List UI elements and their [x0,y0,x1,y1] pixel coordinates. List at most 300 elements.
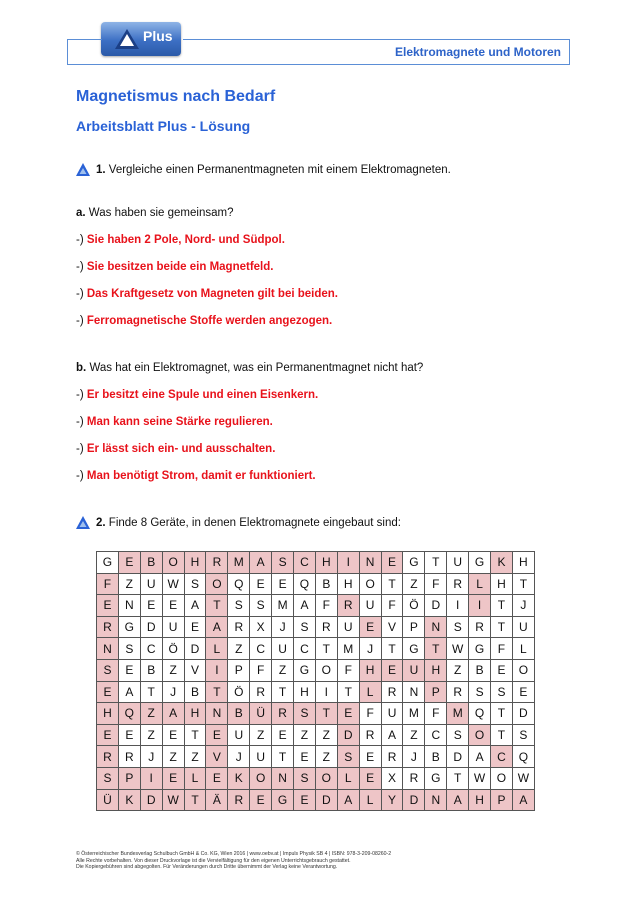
grid-cell: J [512,595,534,617]
grid-row [97,616,535,638]
grid-cell: Q [118,703,140,725]
answer-item [76,288,338,300]
grid-cell: G [97,552,119,574]
answer-item [76,234,285,246]
grid-cell: D [403,789,425,811]
grid-row [97,703,535,725]
grid-cell: J [228,746,250,768]
grid-cell: Ö [162,638,184,660]
grid-cell: G [272,789,294,811]
grid-cell: I [337,552,359,574]
grid-cell: Z [272,659,294,681]
grid-cell: K [491,552,513,574]
grid-cell: M [403,703,425,725]
grid-cell: S [97,767,119,789]
answer-item [76,443,275,455]
task2-text: Finde 8 Geräte, in denen Elektromagnete eingebaut sind: [108,517,401,529]
grid-cell: Z [294,724,316,746]
answer-bullet: -) [76,288,84,300]
grid-cell: G [118,616,140,638]
grid-cell: G [403,638,425,660]
grid-cell: W [447,638,469,660]
grid-cell: A [337,789,359,811]
grid-row [97,595,535,617]
answer-item [76,470,316,482]
grid-row [97,681,535,703]
grid-cell: J [162,681,184,703]
grid-cell: R [272,703,294,725]
grid-cell: H [491,573,513,595]
grid-cell: F [381,595,403,617]
grid-cell: S [184,573,206,595]
answer-item [76,261,273,273]
grid-cell: T [447,767,469,789]
grid-cell: N [97,638,119,660]
grid-cell: U [250,746,272,768]
grid-cell: F [425,703,447,725]
grid-cell: X [381,767,403,789]
task1a-text: Was haben sie gemeinsam? [88,207,234,219]
grid-cell: W [469,767,491,789]
grid-cell: C [140,638,162,660]
grid-cell: B [315,573,337,595]
grid-cell: E [381,552,403,574]
grid-cell: F [315,595,337,617]
grid-cell: E [512,681,534,703]
grid-cell: L [469,573,491,595]
grid-cell: Z [447,659,469,681]
grid-cell: U [272,638,294,660]
answer-text: Man benötigt Strom, damit er funktioniert. [86,470,316,482]
task1a-question [76,207,233,219]
grid-cell: R [359,724,381,746]
grid-cell: Q [294,573,316,595]
grid-cell: N [403,681,425,703]
logo-text: Plus [143,28,173,44]
grid-cell: T [315,638,337,660]
grid-cell: B [228,703,250,725]
grid-cell: C [294,552,316,574]
grid-cell: Z [315,724,337,746]
grid-cell: G [294,659,316,681]
grid-cell: S [337,746,359,768]
grid-cell: E [294,746,316,768]
grid-cell: Z [228,638,250,660]
task1-number: 1. [96,164,106,176]
grid-cell: T [206,595,228,617]
grid-cell: E [118,552,140,574]
grid-cell: S [228,595,250,617]
grid-cell: T [381,638,403,660]
grid-cell: E [272,573,294,595]
grid-cell: E [97,595,119,617]
grid-cell: E [162,724,184,746]
grid-cell: R [206,552,228,574]
grid-cell: A [250,552,272,574]
grid-cell: R [315,616,337,638]
task1b-text: Was hat ein Elektromagnet, was ein Permanentmagnet nicht hat? [89,362,424,374]
grid-cell: T [512,573,534,595]
grid-cell: R [250,681,272,703]
grid-cell: S [294,616,316,638]
grid-cell: H [337,573,359,595]
grid-cell: Z [250,724,272,746]
grid-cell: Y [381,789,403,811]
grid-cell: F [359,703,381,725]
grid-cell: V [184,659,206,681]
grid-cell: U [403,659,425,681]
grid-cell: L [359,681,381,703]
grid-row [97,552,535,574]
grid-cell: E [359,616,381,638]
grid-cell: R [337,595,359,617]
grid-cell: B [425,746,447,768]
grid-cell: T [140,681,162,703]
grid-cell: U [447,552,469,574]
grid-cell: E [118,724,140,746]
grid-cell: Z [140,724,162,746]
answer-item [76,389,318,401]
answer-bullet: -) [76,234,84,246]
grid-cell: D [512,703,534,725]
grid-cell: H [359,659,381,681]
grid-cell: M [228,552,250,574]
grid-cell: H [315,552,337,574]
grid-cell: E [162,767,184,789]
answer-text: Er lässt sich ein- und ausschalten. [86,443,276,455]
grid-cell: P [425,681,447,703]
grid-cell: P [491,789,513,811]
grid-cell: T [315,703,337,725]
grid-cell: M [447,703,469,725]
grid-row [97,746,535,768]
grid-cell: U [337,616,359,638]
grid-cell: H [469,789,491,811]
grid-cell: T [491,616,513,638]
grid-cell: L [184,767,206,789]
grid-cell: T [337,681,359,703]
grid-cell: E [491,659,513,681]
grid-cell: Ä [206,789,228,811]
grid-cell: G [403,552,425,574]
grid-cell: T [491,724,513,746]
grid-cell: P [228,659,250,681]
grid-cell: U [381,703,403,725]
grid-row [97,638,535,660]
task1b-question [76,362,423,374]
grid-cell: S [118,638,140,660]
answer-text: Sie besitzen beide ein Magnetfeld. [86,261,274,273]
grid-cell: R [118,746,140,768]
grid-cell: E [140,595,162,617]
grid-cell: M [337,638,359,660]
word-search-grid [96,551,535,811]
answer-text: Das Kraftgesetz von Magneten gilt bei beiden. [86,288,338,300]
grid-cell: Z [140,703,162,725]
grid-cell: H [512,552,534,574]
grid-cell: C [250,638,272,660]
grid-cell: L [337,767,359,789]
answer-item [76,416,273,428]
grid-cell: N [272,767,294,789]
grid-cell: K [118,789,140,811]
grid-cell: D [184,638,206,660]
grid-cell: S [491,681,513,703]
answer-text: Er besitzt eine Spule und einen Eisenkern. [86,389,319,401]
header-bar [67,39,570,65]
grid-cell: K [228,767,250,789]
grid-cell: R [447,573,469,595]
grid-cell: R [469,616,491,638]
grid-cell: Z [403,573,425,595]
grid-cell: Ö [403,595,425,617]
header-title: Elektromagnete und Motoren [394,45,561,59]
grid-cell: E [250,573,272,595]
footer-line: Alle Rechte vorbehalten. Von dieser Druckvorlage ist die Vervielfältigung für den eigenen Unterrichtsgebrauch gestattet. [76,857,351,864]
grid-cell: Q [228,573,250,595]
grid-cell: S [469,681,491,703]
grid-cell: S [97,659,119,681]
grid-cell: S [512,724,534,746]
grid-cell: J [140,746,162,768]
grid-cell: O [315,767,337,789]
grid-cell: T [425,552,447,574]
grid-cell: U [359,595,381,617]
grid-cell: T [184,724,206,746]
grid-cell: S [447,724,469,746]
grid-cell: S [294,767,316,789]
grid-cell: A [447,789,469,811]
grid-cell: I [315,681,337,703]
grid-cell: J [403,746,425,768]
grid-cell: E [359,746,381,768]
grid-cell: M [272,595,294,617]
grid-cell: Ü [97,789,119,811]
answer-bullet: -) [76,443,84,455]
grid-cell: Ö [228,681,250,703]
grid-cell: Z [162,746,184,768]
grid-cell: O [250,767,272,789]
grid-cell: S [447,616,469,638]
grid-cell: E [294,789,316,811]
grid-cell: T [272,746,294,768]
grid-cell: T [425,638,447,660]
grid-cell: D [140,789,162,811]
grid-row [97,724,535,746]
grid-cell: N [206,703,228,725]
grid-cell: P [118,767,140,789]
grid-cell: D [337,724,359,746]
grid-cell: J [359,638,381,660]
grid-cell: F [491,638,513,660]
plus-triangle-icon [76,163,90,176]
grid-cell: D [315,789,337,811]
grid-cell: J [272,616,294,638]
grid-cell: U [228,724,250,746]
grid-cell: W [512,767,534,789]
grid-cell: O [469,724,491,746]
grid-cell: D [447,746,469,768]
grid-cell: N [359,552,381,574]
grid-cell: E [206,767,228,789]
grid-cell: U [140,573,162,595]
grid-row [97,573,535,595]
grid-cell: E [250,789,272,811]
page-subtitle: Arbeitsblatt Plus - Lösung [76,118,251,134]
grid-cell: Ü [250,703,272,725]
grid-cell: O [162,552,184,574]
grid-cell: A [381,724,403,746]
grid-cell: G [469,638,491,660]
grid-cell: S [250,595,272,617]
grid-cell: E [97,724,119,746]
grid-row [97,659,535,681]
grid-cell: F [97,573,119,595]
answer-bullet: -) [76,389,84,401]
grid-cell: V [381,616,403,638]
grid-cell: G [469,552,491,574]
grid-cell: E [162,595,184,617]
grid-cell: N [118,595,140,617]
grid-cell: T [491,595,513,617]
grid-cell: Z [184,746,206,768]
grid-cell: X [250,616,272,638]
answer-bullet: -) [76,470,84,482]
answer-item [76,315,332,327]
grid-cell: R [228,616,250,638]
grid-cell: B [184,681,206,703]
grid-cell: A [512,789,534,811]
task1b-label: b. [76,362,87,374]
grid-cell: O [206,573,228,595]
plus-triangle-icon [76,516,90,529]
grid-cell: A [184,595,206,617]
grid-cell: A [162,703,184,725]
grid-cell: F [425,573,447,595]
task1a-label: a. [76,207,86,219]
grid-cell: O [491,767,513,789]
task2-number: 2. [96,517,106,529]
grid-cell: Z [315,746,337,768]
grid-cell: R [228,789,250,811]
grid-cell: I [469,595,491,617]
grid-cell: V [206,746,228,768]
grid-cell: H [294,681,316,703]
grid-cell: A [294,595,316,617]
grid-cell: R [97,616,119,638]
grid-cell: L [206,638,228,660]
grid-cell: E [97,681,119,703]
grid-cell: B [140,552,162,574]
grid-cell: W [162,573,184,595]
grid-cell: E [206,724,228,746]
answer-text: Sie haben 2 Pole, Nord- und Südpol. [86,234,285,246]
grid-cell: R [381,681,403,703]
grid-cell: U [512,616,534,638]
answer-text: Man kann seine Stärke regulieren. [86,416,273,428]
grid-cell: H [425,659,447,681]
grid-cell: T [206,681,228,703]
grid-cell: D [425,595,447,617]
grid-cell: S [272,552,294,574]
grid-cell: N [425,789,447,811]
grid-row [97,789,535,811]
grid-cell: H [184,703,206,725]
grid-cell: S [294,703,316,725]
grid-row [97,767,535,789]
grid-cell: O [359,573,381,595]
page-title: Magnetismus nach Bedarf [76,88,276,105]
grid-cell: F [337,659,359,681]
grid-cell: R [403,767,425,789]
grid-cell: E [272,724,294,746]
answer-bullet: -) [76,315,84,327]
grid-cell: I [447,595,469,617]
grid-cell: C [491,746,513,768]
grid-cell: G [425,767,447,789]
answer-bullet: -) [76,416,84,428]
task1-text: Vergleiche einen Permanentmagneten mit einem Elektromagneten. [108,164,451,176]
grid-cell: B [140,659,162,681]
grid-cell: W [162,789,184,811]
grid-cell: O [512,659,534,681]
grid-cell: H [184,552,206,574]
grid-cell: O [315,659,337,681]
grid-cell: T [491,703,513,725]
grid-cell: N [425,616,447,638]
grid-cell: L [359,789,381,811]
grid-cell: R [381,746,403,768]
grid-cell: C [425,724,447,746]
grid-cell: Q [469,703,491,725]
footer-line: © Österreichischer Bundesverlag Schulbuch GmbH & Co. KG, Wien 2016 | www.oebv.at | Impuls Physik SB 4 | ISBN: 978-3-209-08260-2 [76,851,392,857]
grid-cell: B [469,659,491,681]
grid-cell: R [447,681,469,703]
grid-cell: Z [118,573,140,595]
grid-cell: Z [162,659,184,681]
grid-cell: T [184,789,206,811]
grid-cell: E [359,767,381,789]
answer-text: Ferromagnetische Stoffe werden angezogen. [86,315,333,327]
grid-cell: U [162,616,184,638]
grid-cell: H [97,703,119,725]
grid-cell: I [140,767,162,789]
footer-line: Die Kopiergebühren sind abgegolten. Für Veränderungen durch Dritte übernimmt der Verlag keine Verantwortung. [76,864,338,871]
grid-cell: F [250,659,272,681]
grid-cell: E [381,659,403,681]
task2-heading [96,517,401,529]
grid-cell: Z [403,724,425,746]
grid-cell: D [140,616,162,638]
grid-cell: E [118,659,140,681]
footer [76,851,391,871]
grid-cell: E [184,616,206,638]
grid-cell: I [206,659,228,681]
grid-cell: A [206,616,228,638]
grid-cell: A [118,681,140,703]
task1-heading [96,164,451,176]
grid-cell: P [403,616,425,638]
grid-cell: Q [512,746,534,768]
grid-cell: A [469,746,491,768]
grid-cell: T [381,573,403,595]
grid-cell: R [97,746,119,768]
grid-cell: T [272,681,294,703]
grid-cell: L [512,638,534,660]
grid-cell: E [337,703,359,725]
answer-bullet: -) [76,261,84,273]
grid-cell: C [294,638,316,660]
